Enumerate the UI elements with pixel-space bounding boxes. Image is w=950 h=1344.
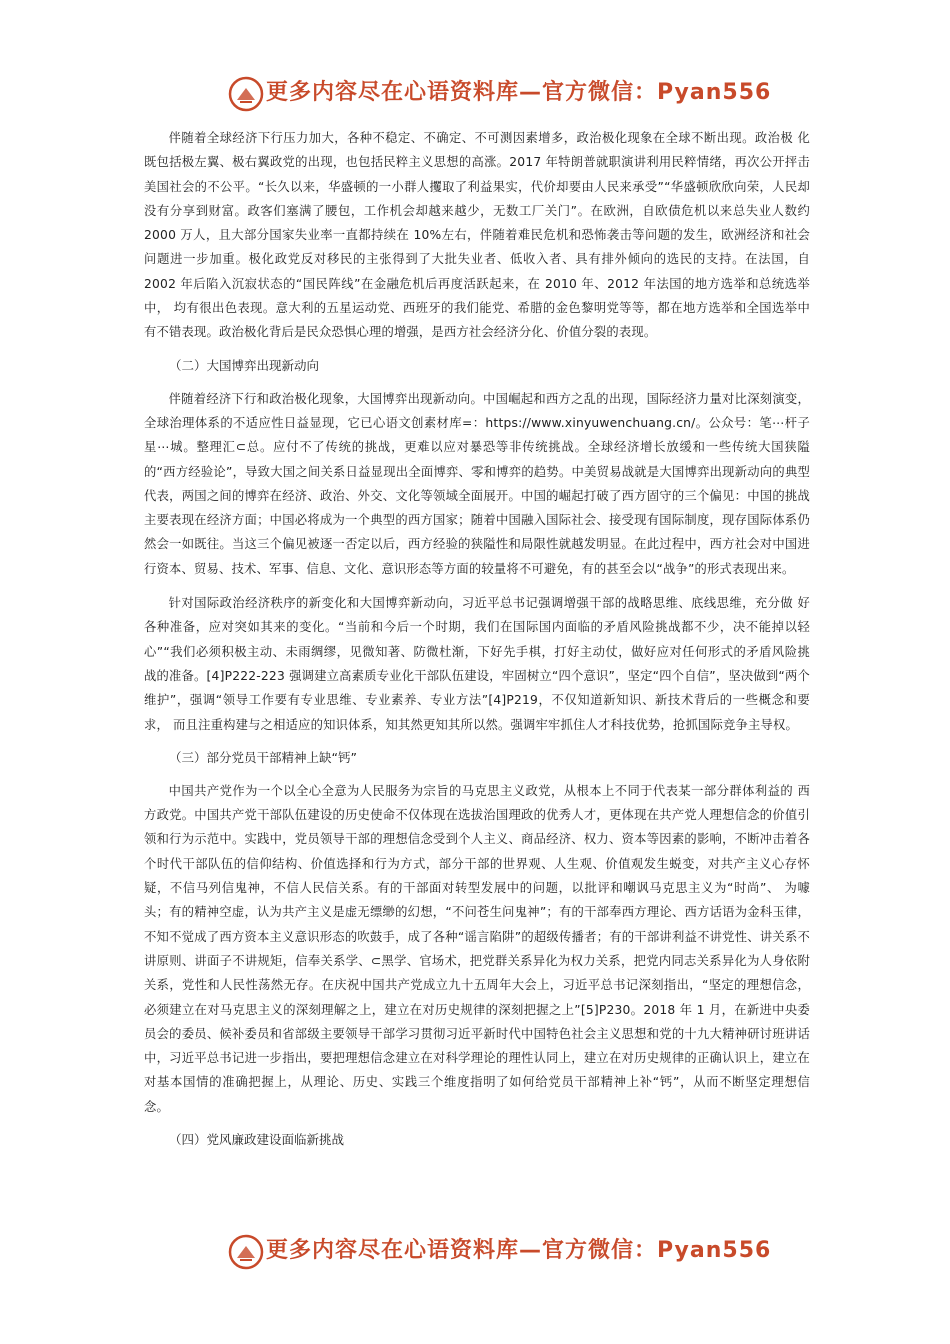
watermark-banner-bottom (0, 1232, 950, 1272)
book-logo-icon (228, 76, 264, 112)
watermark-text-top: 更多内容尽在心语资料库—官方微信：Pyan556 (266, 80, 772, 105)
section-heading-4: （四）党风廉政建设面临新挑战 (169, 1131, 345, 1147)
paragraph-ideals-beliefs: 中国共产党作为一个以全心全意为人民服务为宗旨的马克思主义政党，从根本上不同于代表某一部分群体利益的 西方政党。中国共产党干部队伍建设的历史使命不仅体现在选拔治国理政的优秀人才，更体现在共产党人理想信念的价值引领和行为示范中。实践中，党员领导干部的理想信念受到个人主义、商品经济、权力、资本等因素的影响，不断冲击着各个时代干部队伍的信仰结构、价值选择和行为方式，部分干部的世界观、人生观、价值观发生蜕变，对共产主义心存怀疑，不信马列信鬼神，不信人民信关系。有的干部面对转型发展中的问题，以批评和嘲讽马克思主义为“时尚”、 为噱头；有的精神空虚，认为共产主义是虚无缥缈的幻想，“不问苍生问鬼神”；有的干部奉西方理论、西方话语为金科玉律， 不知不觉成了西方资本主义意识形态的吹鼓手，成了各种“谣言陷阱”的超级传播者；有的干部讲利益不讲党性、讲关系不讲原则、讲面子不讲规矩，信奉关系学、⊂黑学、官场术，把党群关系异化为权力关系，把党内同志关系异化为人身依附关系，党性和人民性荡然无存。在庆祝中国共产党成立九十五周年大会上，习近平总书记深刻指出，“坚定的理想信念， 必须建立在对马克思主义的深刻理解之上，建立在对历史规律的深刻把握之上”[5]P230。2018 年 1 月，在新进中央委员会的委员、候补委员和省部级主要领导干部学习贯彻习近平新时代中国特色社会主义思想和党的十九大精神研讨班讲话中，习近平总书记进一步指出，要把理想信念建立在对科学理论的理性认同上，建立在对历史规律的正确认识上，建立在对基本国情的准确把握上，从理论、历史、实践三个维度指明了如何给党员干部精神上补“钙”，从而不断坚定理想信 念。 (144, 783, 810, 1114)
section-heading-3: （三）部分党员干部精神上缺“钙” (169, 749, 357, 765)
watermark-banner-top (0, 74, 950, 114)
watermark-text-bottom: 更多内容尽在心语资料库—官方微信：Pyan556 (266, 1238, 772, 1263)
paragraph-great-power-game: 伴随着经济下行和政治极化现象，大国博弈出现新动向。中国崛起和西方之乱的出现，国际经济力量对比深刻演变，全球治理体系的不适应性日益显现，它已心语文创素材库=：https://www.xinyuwenchuang.cn/。公众号：笔⋯杆子星⋯城。整理汇⊂总。应付不了传统的挑战，更难以应对暴恐等非传统挑战。全球经济增长放缓和一些传统大国狭隘的“西方经验论”，导致大国之间关系日益显现出全面博弈、零和博弈的趋势。中美贸易战就是大国博弈出现新动向的典型代表，两国之间的博弈在经济、政治、外交、文化等领域全面展开。中国的崛起打破了西方固守的三个偏见：中国的挑战主要表现在经济方面；中国必将成为一个典型的西方国家；随着中国融入国际社会、接受现有国际制度，现存国际体系仍然会一如既往。当这三个偏见被逐一否定以后，西方经验的狭隘性和局限性就越发明显。在此过程中，西方社会对中国进行资本、贸易、技术、军事、信息、文化、意识形态等方面的较量将不可避免，有的甚至会以“战争”的形式表现出来。 (144, 391, 810, 576)
paragraph-strategic-thinking: 针对国际政治经济秩序的新变化和大国博弈新动向，习近平总书记强调增强干部的战略思维、底线思维，充分做 好各种准备，应对突如其来的变化。“当前和今后一个时期，我们在国际国内面临的矛盾风险挑战都不少，决不能掉以轻心”“我们必须积极主动、未雨绸缪，见微知著、防微杜渐，下好先手棋，打好主动仗，做好应对任何形式的矛盾风险挑 战的准备。[4]P222-223 强调建立高素质专业化干部队伍建设，牢固树立“四个意识”，坚定“四个自信”，坚决做到“两个维护”，强调“领导工作要有专业思维、专业素养、专业方法”[4]P219，不仅知道新知识、新技术背后的一些概念和要求， 而且注重构建与之相适应的知识体系，知其然更知其所以然。强调牢牢抓住人才科技优势，抢抓国际竞争主导权。 (144, 596, 810, 732)
book-logo-icon (228, 1234, 264, 1270)
section-heading-2: （二）大国博弈出现新动向 (169, 357, 320, 373)
document-body (144, 126, 810, 1161)
paragraph-political-polarization: 伴随着全球经济下行压力加大，各种不稳定、不确定、不可测因素增多，政治极化现象在全球不断出现。政治极 化既包括极左翼、极右翼政党的出现，也包括民粹主义思想的高涨。2017 年特朗普就职演讲利用民粹情绪，再次公开抨击美国社会的不公平。“长久以来，华盛顿的一小群人攫取了利益果实，代价却要由人民来承受”“华盛顿欣欣向荣，人民却没有分享到财富。政客们塞满了腰包，工作机会却越来越少，无数工厂关门”。在欧洲，自欧债危机以来总失业人数约 2000 万人，且大部分国家失业率一直都持续在 10%左右，伴随着难民危机和恐怖袭击等问题的发生，欧洲经济和社会问题进一步加重。极化政党反对移民的主张得到了大批失业者、低收入者、具有排外倾向的选民的支持。在法国，自 2002 年后陷入沉寂状态的“国民阵线”在金融危机后再度活跃起来，在 2010 年、2012 年法国的地方选举和总统选举中， 均有很出色表现。意大利的五星运动党、西班牙的我们能党、希腊的金色黎明党等等，都在地方选举和全国选举中有不错表现。政治极化背后是民众恐惧心理的增强，是西方社会经济分化、价值分裂的表现。 (144, 131, 810, 340)
